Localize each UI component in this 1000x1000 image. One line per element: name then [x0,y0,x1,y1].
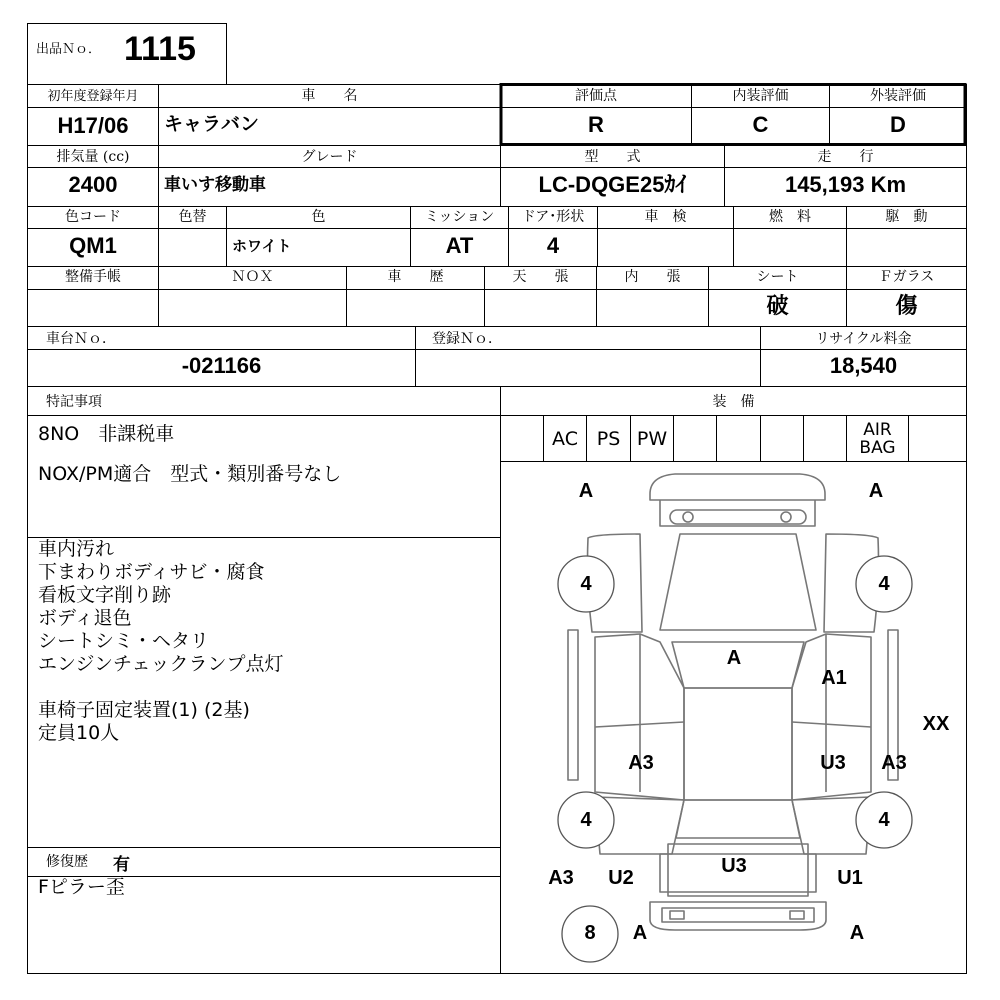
remarks-detail: 下まわりボディサビ・腐食 [38,561,265,583]
mark-rear-center: U3 [721,855,747,877]
displacement-value: 2400 [68,172,118,197]
color-code-label: 色コード [65,209,121,225]
model-value: LC-DQGE25ｶｲ [538,172,687,197]
remarks-detail: ボディ退色 [38,607,132,629]
mark-tire-rr: 4 [878,809,890,831]
mission-label: ミッション [424,209,495,225]
equipment-cell [501,416,543,461]
lot-number: 1115 [124,30,196,68]
mission-value: AT [445,233,474,258]
remarks-details [38,538,283,745]
color-value: ホワイト [232,237,292,255]
mark-far-right: XX [922,713,950,735]
equipment-cell [674,416,716,461]
equipment-label: 装 備 [712,394,755,410]
grade-value: 車いす移動車 [164,175,266,195]
door-label: ドア･形状 [521,209,585,225]
mark-rear-right: U1 [837,867,863,889]
equipment-cell [761,416,803,461]
mark-bottom-left: A [632,922,648,944]
model-label: 型 式 [584,149,641,165]
recycle-value: 18,540 [829,353,898,378]
score-label: 評価点 [575,88,617,104]
lot-label: 出品Ｎｏ． [36,42,102,57]
remarks-detail: 車椅子固定装置(1) (2基) [38,699,250,721]
remarks-detail [38,676,283,699]
drive-label: 駆 動 [885,209,928,225]
remarks-detail: 看板文字削り跡 [38,584,172,606]
nox-label: ＮＯＸ [231,269,274,285]
maintenance-label: 整備手帳 [65,269,121,285]
score-value: R [588,112,604,137]
chassis-label: 車台Ｎｏ． [46,331,116,347]
mileage-label: 走 行 [817,149,874,165]
equipment-cell [909,416,966,461]
mark-bottom-right: A [849,922,865,944]
car-diagram [500,462,966,973]
repair-label: 修復歴 [46,854,88,870]
repair-note: Fピラー歪 [38,876,125,898]
fuel-label: 燃 料 [769,209,811,225]
history-label: 車 歴 [387,269,444,285]
equipment-airbag: AIR BAG [859,419,896,458]
exterior-label: 外装評価 [870,88,926,104]
remarks-line-1: 8NO 非課税車 [38,423,175,445]
mark-rear-left-a3: A3 [548,867,574,889]
mark-tire-fr: 4 [878,573,890,595]
color-code-value: QM1 [69,233,117,258]
seat-label: シート [756,269,799,285]
remarks-detail: シートシミ・ヘタリ [38,630,210,652]
interior-label: 内装評価 [732,88,789,104]
equipment-cell [804,416,846,461]
equipment-ac: AC [552,427,578,450]
displacement-label: 排気量 (cc) [56,149,130,165]
door-value: 4 [546,233,560,258]
repaint-label: 色替 [178,209,207,225]
grade-label: グレード [301,149,358,165]
seat-value: 破 [766,294,789,319]
mark-roof: A [726,647,742,669]
equipment-cell [717,416,760,461]
exterior-value: D [890,112,906,137]
first-reg-value: H17/06 [57,113,129,138]
chassis-value: -021166 [181,353,262,378]
mark-left-mid: A3 [628,752,654,774]
color-label: 色 [311,209,326,225]
mileage-value: 145,193 Km [784,172,907,197]
fglass-value: 傷 [895,294,918,319]
equipment-pw: PW [636,427,668,450]
inspection-label: 車 検 [644,209,687,225]
fglass-label: Ｆガラス [878,269,935,285]
mark-spare: 8 [584,922,596,944]
equipment-ps: PS [596,427,621,450]
mark-right-mid: U3 [820,752,846,774]
recycle-label: リサイクル料金 [815,331,912,347]
mark-right-rear: A3 [881,752,907,774]
mark-right-front: A1 [821,667,847,689]
mark-tire-rl: 4 [580,809,592,831]
remarks-detail: 定員10人 [38,722,120,744]
registration-label: 登録Ｎｏ． [432,331,502,347]
interior-value: C [752,112,769,137]
remarks-label: 特記事項 [46,394,102,410]
name-label: 車 名 [301,88,358,104]
repair-value: 有 [113,855,130,875]
remarks-detail: エンジンチェックランプ点灯 [38,653,284,675]
first-reg-label: 初年度登録年月 [47,89,139,104]
mark-rear-left-u2: U2 [608,867,634,889]
mark-tire-fl: 4 [580,573,592,595]
mark-top-right: A [868,480,884,502]
remarks-line-2: NOX/PM適合 型式・類別番号なし [38,463,342,485]
remarks-detail: 車内汚れ [38,538,115,560]
roof-label: 天 張 [512,269,569,285]
interior-trim-label: 内 張 [624,269,681,285]
name-value: キャラバン [164,113,260,135]
mark-top-left: A [578,480,594,502]
